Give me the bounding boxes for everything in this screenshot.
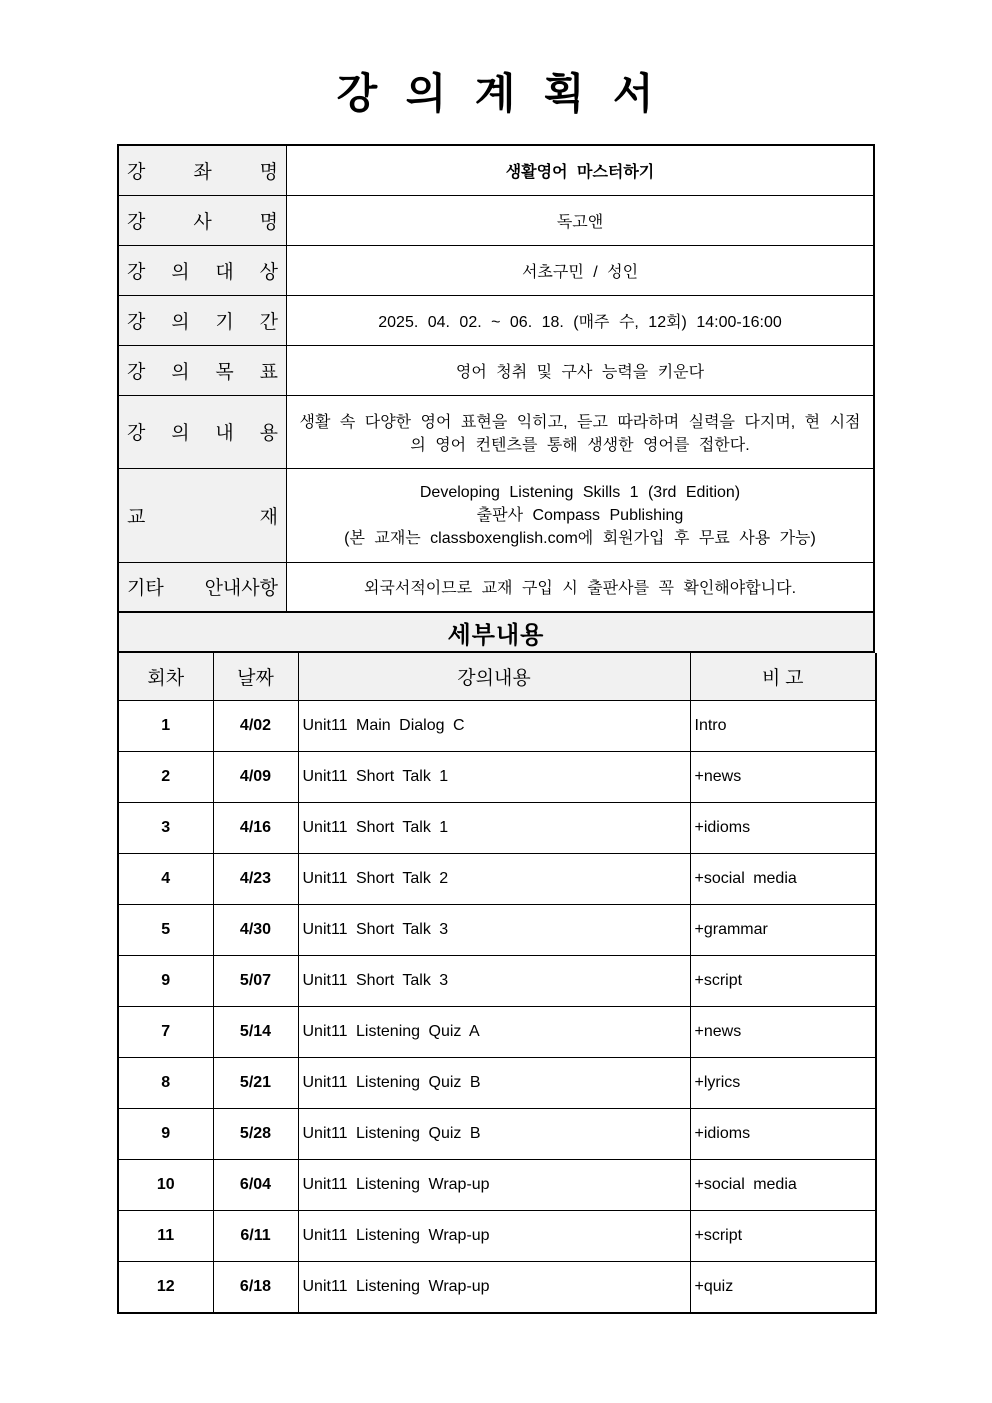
session-note: +lyrics [690, 1058, 876, 1109]
session-content: Unit11 Listening Wrap-up [298, 1160, 690, 1211]
session-number: 11 [118, 1211, 213, 1262]
session-content: Unit11 Listening Quiz B [298, 1058, 690, 1109]
session-note: +grammar [690, 905, 876, 956]
session-content: Unit11 Listening Quiz B [298, 1109, 690, 1160]
session-number: 9 [118, 1109, 213, 1160]
session-content: Unit11 Short Talk 3 [298, 956, 690, 1007]
session-date: 5/21 [213, 1058, 298, 1109]
schedule-col-date: 날짜 [213, 653, 298, 701]
session-number: 10 [118, 1160, 213, 1211]
info-row-textbook [118, 468, 874, 562]
session-content: Unit11 Listening Wrap-up [298, 1211, 690, 1262]
schedule-row [118, 752, 876, 803]
document-page [117, 0, 875, 1314]
schedule-row [118, 1007, 876, 1058]
info-value-goal: 영어 청취 및 구사 능력을 키운다 [287, 345, 875, 395]
schedule-header-row [118, 653, 876, 701]
schedule-row [118, 1058, 876, 1109]
schedule-row [118, 854, 876, 905]
info-value-textbook [287, 468, 875, 562]
info-label-period: 강 의 기 간 [118, 295, 287, 345]
session-number: 8 [118, 1058, 213, 1109]
info-label-course-name: 강 좌 명 [118, 145, 287, 195]
schedule-table [117, 653, 877, 1314]
schedule-row [118, 1109, 876, 1160]
session-content: Unit11 Short Talk 3 [298, 905, 690, 956]
session-note: +quiz [690, 1262, 876, 1314]
info-label-audience: 강 의 대 상 [118, 245, 287, 295]
textbook-line-note: (본 교재는 classboxenglish.com에 회원가입 후 무료 사용 가능) [344, 529, 816, 547]
session-number: 4 [118, 854, 213, 905]
textbook-line-publisher: 출판사 Compass Publishing [476, 506, 684, 524]
schedule-row [118, 1160, 876, 1211]
info-value-audience: 서초구민 / 성인 [287, 245, 875, 295]
session-note: +idioms [690, 803, 876, 854]
schedule-row [118, 1262, 876, 1314]
info-value-period: 2025. 04. 02. ~ 06. 18. (매주 수, 12회) 14:00-16:00 [287, 295, 875, 345]
schedule-row [118, 956, 876, 1007]
session-content: Unit11 Short Talk 1 [298, 803, 690, 854]
info-row-goal [118, 345, 874, 395]
session-date: 5/28 [213, 1109, 298, 1160]
session-note: +news [690, 752, 876, 803]
info-value-course-name: 생활영어 마스터하기 [287, 145, 875, 195]
schedule-col-session: 회차 [118, 653, 213, 701]
info-value-notice: 외국서적이므로 교재 구입 시 출판사를 꼭 확인해야합니다. [287, 562, 875, 612]
session-date: 5/07 [213, 956, 298, 1007]
info-value-content: 생활 속 다양한 영어 표현을 익히고, 듣고 따라하며 실력을 다지며, 현 시점의 영어 컨텐츠를 통해 생생한 영어를 접한다. [287, 395, 875, 468]
session-note: +idioms [690, 1109, 876, 1160]
session-date: 4/02 [213, 701, 298, 752]
session-content: Unit11 Listening Wrap-up [298, 1262, 690, 1314]
info-label-instructor: 강 사 명 [118, 195, 287, 245]
session-note: +script [690, 956, 876, 1007]
info-row-period [118, 295, 874, 345]
session-date: 6/18 [213, 1262, 298, 1314]
textbook-line-title: Developing Listening Skills 1 (3rd Edition) [419, 483, 741, 501]
session-content: Unit11 Listening Quiz A [298, 1007, 690, 1058]
info-value-instructor: 독고앤 [287, 195, 875, 245]
info-row-notice [118, 562, 874, 612]
info-row-audience [118, 245, 874, 295]
course-info-table [117, 144, 875, 613]
schedule-col-note: 비 고 [690, 653, 876, 701]
session-number: 2 [118, 752, 213, 803]
details-section-header: 세부내용 [117, 613, 875, 653]
session-number: 1 [118, 701, 213, 752]
session-note: +social media [690, 1160, 876, 1211]
session-date: 4/09 [213, 752, 298, 803]
session-number: 12 [118, 1262, 213, 1314]
session-content: Unit11 Main Dialog C [298, 701, 690, 752]
schedule-col-content: 강의내용 [298, 653, 690, 701]
session-number: 7 [118, 1007, 213, 1058]
info-label-textbook: 교 재 [118, 468, 287, 562]
session-date: 6/04 [213, 1160, 298, 1211]
session-content: Unit11 Short Talk 1 [298, 752, 690, 803]
schedule-row [118, 1211, 876, 1262]
session-note: Intro [690, 701, 876, 752]
info-row-instructor [118, 195, 874, 245]
session-number: 9 [118, 956, 213, 1007]
session-note: +script [690, 1211, 876, 1262]
info-row-course-name [118, 145, 874, 195]
session-date: 4/23 [213, 854, 298, 905]
info-label-notice: 기타 안내사항 [118, 562, 287, 612]
session-note: +news [690, 1007, 876, 1058]
session-number: 3 [118, 803, 213, 854]
schedule-row [118, 803, 876, 854]
session-note: +social media [690, 854, 876, 905]
session-date: 5/14 [213, 1007, 298, 1058]
page-title: 강 의 계 획 서 [336, 72, 656, 118]
schedule-row [118, 905, 876, 956]
session-date: 4/16 [213, 803, 298, 854]
info-row-content [118, 395, 874, 468]
session-date: 6/11 [213, 1211, 298, 1262]
session-content: Unit11 Short Talk 2 [298, 854, 690, 905]
session-number: 5 [118, 905, 213, 956]
info-label-content: 강 의 내 용 [118, 395, 287, 468]
schedule-row [118, 701, 876, 752]
session-date: 4/30 [213, 905, 298, 956]
info-label-goal: 강 의 목 표 [118, 345, 287, 395]
